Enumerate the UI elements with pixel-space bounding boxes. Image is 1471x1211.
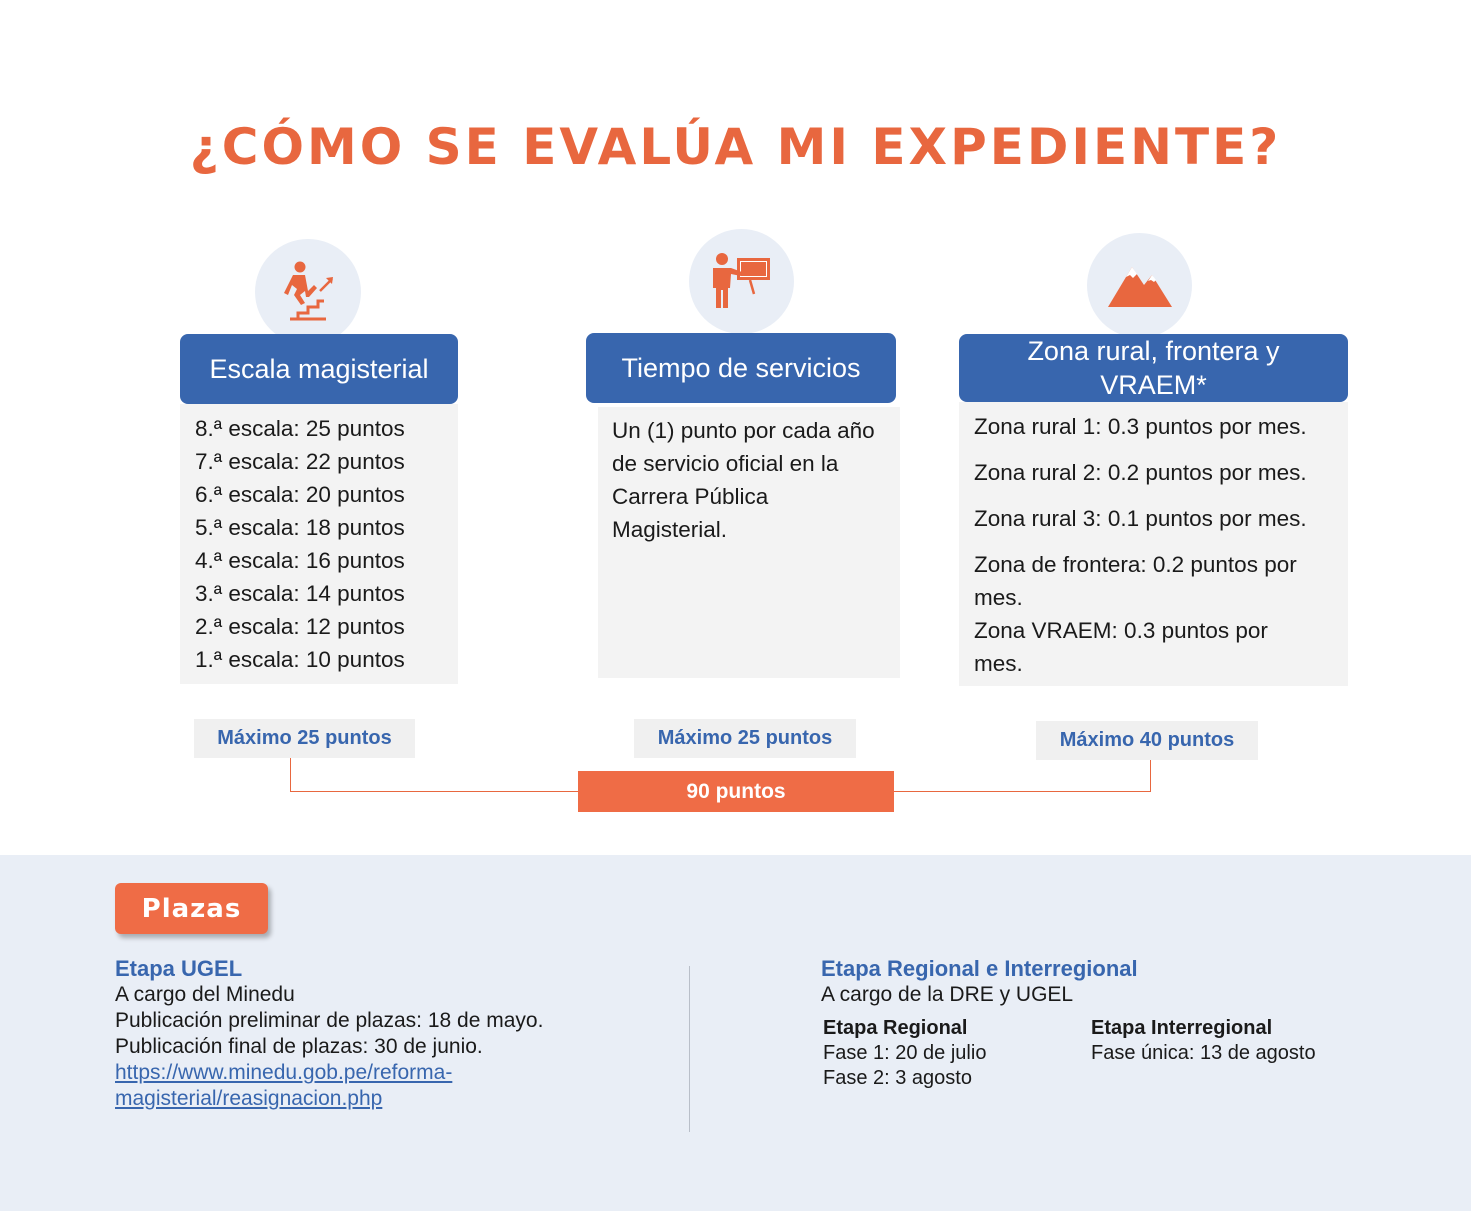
ugel-title: Etapa UGEL [115, 956, 243, 981]
etapa-interregional-title: Etapa Interregional [1091, 1017, 1273, 1039]
etapa-regional-title: Etapa Regional [823, 1017, 968, 1039]
regional-title: Etapa Regional e Interregional [821, 956, 1138, 981]
etapa-regional-block [823, 1016, 1073, 1091]
zona-item: Zona de frontera: 0.2 puntos por mes. [974, 552, 1297, 610]
escala-item: 1.ª escala: 10 puntos [195, 647, 405, 672]
zona-item: Zona rural 1: 0.3 puntos por mes. [974, 414, 1307, 439]
etapa-interregional-block [1091, 1016, 1391, 1066]
plazas-tag-label: Plazas [141, 893, 242, 924]
etapa-regional-line: Fase 1: 20 de julio [823, 1042, 987, 1064]
escala-item: 2.ª escala: 12 puntos [195, 614, 405, 639]
total-points-badge [578, 771, 894, 812]
reasignacion-link-line: https://www.minedu.gob.pe/reforma- [115, 1061, 453, 1084]
zona-header [959, 334, 1348, 402]
regional-block [821, 956, 1381, 1008]
tiempo-header-label: Tiempo de servicios [621, 353, 861, 383]
escala-item: 4.ª escala: 16 puntos [195, 548, 405, 573]
zona-body [959, 402, 1348, 686]
escala-item: 3.ª escala: 14 puntos [195, 581, 405, 606]
zona-header-label: Zona rural, frontera y VRAEM* [1027, 336, 1280, 400]
reasignacion-link[interactable] [115, 1060, 675, 1112]
escala-item: 6.ª escala: 20 puntos [195, 482, 405, 507]
zona-max-label: Máximo 40 puntos [1059, 729, 1235, 751]
tiempo-header [586, 333, 896, 403]
tiempo-max-label: Máximo 25 puntos [657, 727, 833, 749]
escala-item: 5.ª escala: 18 puntos [195, 515, 405, 540]
reasignacion-link-line: magisterial/reasignacion.php [115, 1087, 383, 1110]
escala-item: 8.ª escala: 25 puntos [195, 416, 405, 441]
tiempo-icon-circle [689, 229, 794, 334]
zona-max-badge [1036, 721, 1258, 760]
tiempo-body [598, 407, 900, 678]
teacher-at-board-icon [710, 252, 774, 312]
escala-body [180, 404, 458, 684]
section-divider [689, 966, 690, 1132]
ugel-block [115, 956, 675, 1112]
escala-header-label: Escala magisterial [209, 354, 429, 384]
plazas-tag [115, 883, 268, 934]
zona-item: Zona rural 2: 0.2 puntos por mes. [974, 460, 1307, 485]
etapa-regional-line: Fase 2: 3 agosto [823, 1067, 972, 1089]
connector-left [290, 758, 579, 792]
connector-right [894, 760, 1151, 792]
zona-icon-circle [1087, 233, 1192, 338]
escala-item: 7.ª escala: 22 puntos [195, 449, 405, 474]
tiempo-max-badge [634, 719, 856, 758]
zona-item: Zona rural 3: 0.1 puntos por mes. [974, 506, 1307, 531]
stairs-climbing-person-icon [278, 261, 338, 323]
total-points-label: 90 puntos [686, 779, 786, 803]
mountain-icon [1106, 263, 1174, 309]
etapa-interregional-line: Fase única: 13 de agosto [1091, 1042, 1316, 1064]
escala-max-badge [194, 719, 415, 758]
page-title: ¿CÓMO SE EVALÚA MI EXPEDIENTE? [189, 118, 1282, 176]
escala-icon-circle [255, 239, 361, 345]
ugel-line: Publicación preliminar de plazas: 18 de mayo. [115, 1009, 544, 1032]
tiempo-description: Un (1) punto por cada año de servicio oficial en la Carrera Pública Magisterial. [612, 418, 875, 542]
regional-subtitle: A cargo de la DRE y UGEL [821, 983, 1074, 1006]
zona-item: Zona VRAEM: 0.3 puntos por mes. [974, 618, 1268, 676]
ugel-line: A cargo del Minedu [115, 983, 295, 1006]
escala-max-label: Máximo 25 puntos [217, 727, 392, 749]
ugel-line: Publicación final de plazas: 30 de junio. [115, 1035, 483, 1058]
escala-header [180, 334, 458, 404]
